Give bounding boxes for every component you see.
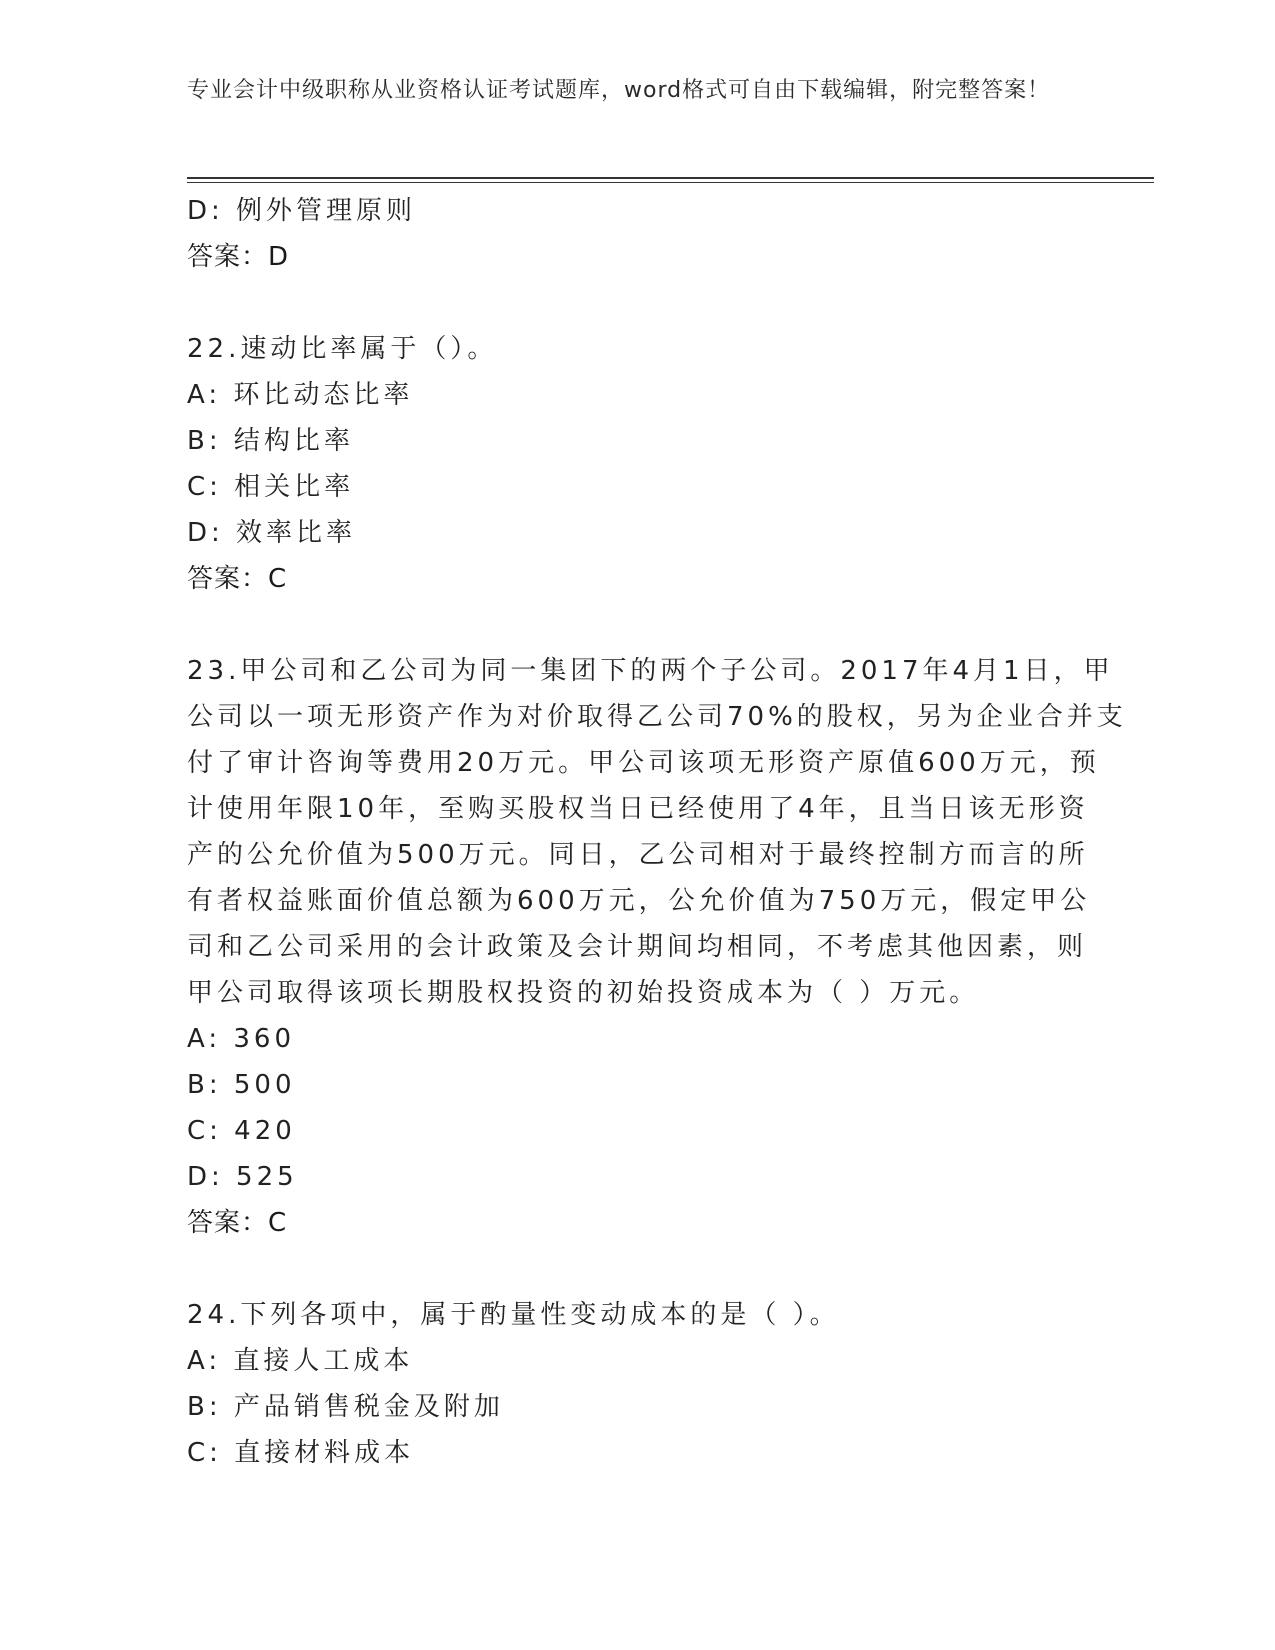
q24-stem: 24.下列各项中，属于酌量性变动成本的是（ ）。 [187, 1300, 840, 1330]
q23-stem-line: 计使用年限10年，至购买股权当日已经使用了4年，且当日该无形资 [187, 794, 1089, 824]
spacer [187, 602, 1087, 648]
header-divider-thick [187, 177, 1154, 179]
q22-option-a: A: 环比动态比率 [187, 380, 414, 410]
q23-stem-line: 付了审计咨询等费用20万元。甲公司该项无形资产原值600万元，预 [187, 748, 1100, 778]
q23-stem [187, 648, 1127, 1016]
q22-option-c: C: 相关比率 [187, 472, 355, 502]
q23-stem-line: 甲公司取得该项长期股权投资的初始投资成本为（ ）万元。 [187, 978, 980, 1008]
q23-stem-line: 有者权益账面价值总额为600万元，公允价值为750万元，假定甲公 [187, 886, 1091, 916]
q23-option-c: C: 420 [187, 1116, 296, 1146]
spacer [187, 1246, 1087, 1292]
q23-option-d: D: 525 [187, 1162, 298, 1192]
q24-option-c: C: 直接材料成本 [187, 1438, 415, 1468]
header-divider-thin [187, 182, 1154, 183]
q22-stem: 22.速动比率属于（）。 [187, 334, 498, 364]
spacer [187, 280, 1087, 326]
q23-stem-line: 司和乙公司采用的会计政策及会计期间均相同，不考虑其他因素，则 [187, 932, 1088, 962]
question-content [187, 188, 1127, 1476]
q24-option-b: B: 产品销售税金及附加 [187, 1392, 504, 1422]
q23-stem-line: 公司以一项无形资产作为对价取得乙公司70%的股权，另为企业合并支 [187, 702, 1127, 732]
page-header: 专业会计中级职称从业资格认证考试题库，word格式可自由下载编辑，附完整答案！ [187, 78, 1051, 103]
q23-stem-line: 23.甲公司和乙公司为同一集团下的两个子公司。2017年4月1日，甲 [187, 656, 1114, 686]
q23-stem-line: 产的公允价值为500万元。同日，乙公司相对于最终控制方而言的所 [187, 840, 1089, 870]
q24-option-a: A: 直接人工成本 [187, 1346, 414, 1376]
q23-option-a: A: 360 [187, 1024, 295, 1054]
q21-option-d: D: 例外管理原则 [187, 196, 417, 226]
q22-answer: 答案：C [187, 564, 288, 594]
q23-option-b: B: 500 [187, 1070, 296, 1100]
q22-option-b: B: 结构比率 [187, 426, 354, 456]
q23-answer: 答案：C [187, 1208, 288, 1238]
q21-answer: 答案：D [187, 242, 290, 272]
q22-option-d: D: 效率比率 [187, 518, 357, 548]
